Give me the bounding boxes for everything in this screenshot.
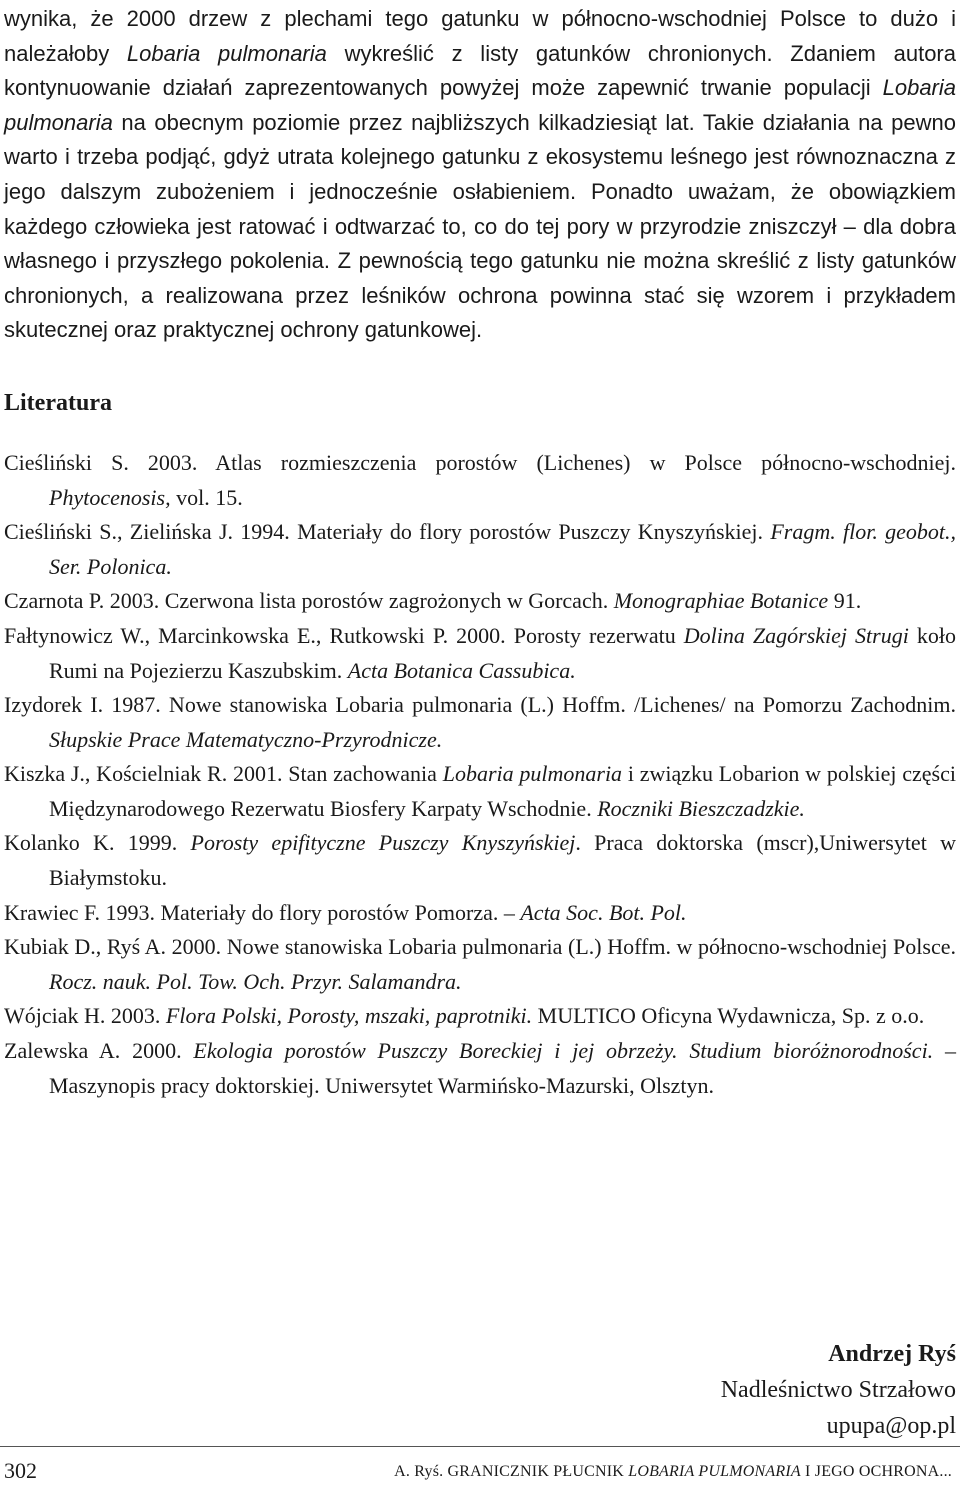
reference-list — [4, 446, 956, 1103]
italic-text: LOBARIA PULMONARIA — [628, 1463, 801, 1480]
text-run: A. Ryś. GRANICZNIK PŁUCNIK — [394, 1463, 629, 1480]
page — [4, 0, 956, 1103]
reference-item — [4, 584, 956, 619]
footer-divider — [0, 1446, 960, 1447]
italic-text: Acta Soc. Bot. Pol. — [520, 899, 687, 925]
text-run: koło Rumi na Pojezierzu Kaszubskim. — [49, 622, 956, 683]
reference-item — [4, 826, 956, 895]
reference-item — [4, 999, 956, 1034]
italic-text: Dolina Zagórskiej Strugi — [683, 622, 909, 648]
text-run: na obecnym poziomie przez najbliższych kilkadziesiąt lat. Takie działania na pewno warto i trzeba podjąć, gdyż utrata kolejnego gatunku z ekosystemu leśnego jest równoznaczna z jego dalszym zubożeniem i jednocześnie osłabieniem. Ponadto uważam, że obowiązkiem każdego człowieka jest ratować i odtwarzać to, co do tej pory w przyrodzie zniszczył – dla dobra własnego i przyszłego pokolenia. Z pewnością tego gatunku nie można skreślić z listy gatunków chronionych, a realizowana przez leśników ochrona powinna stać się wzorem i przykładem skutecznej oraz praktycznej ochrony gatunkowej. — [4, 109, 956, 343]
italic-text: Fragm. flor. geobot., Ser. Polonica. — [49, 519, 956, 579]
italic-text: Słupskie Prace Matematyczno-Przyrodnicze. — [49, 726, 443, 752]
italic-text: Roczniki Bieszczadzkie. — [597, 795, 805, 821]
text-run: Izydorek I. 1987. Nowe stanowiska Lobaria pulmonaria (L.) Hoffm. /Lichenes/ na Pomorzu Zachodnim. — [4, 692, 956, 718]
text-run: Cieśliński S. 2003. Atlas rozmieszczenia porostów (Lichenes) w Polsce północno-wschodniej. — [4, 449, 956, 475]
literature-heading: Literatura — [4, 389, 112, 416]
reference-item — [4, 515, 956, 584]
body-paragraph — [4, 0, 956, 348]
reference-item — [4, 619, 956, 688]
text-run: Kolanko K. 1999. — [4, 830, 191, 856]
author-affiliation: Nadleśnictwo Strzałowo — [720, 1377, 956, 1403]
text-run: Kubiak D., Ryś A. 2000. Nowe stanowiska Lobaria pulmonaria (L.) Hoffm. w północno-wschodniej Polsce. — [4, 934, 956, 960]
italic-text: Phytocenosis, — [49, 484, 171, 510]
author-email: upupa@op.pl — [826, 1413, 956, 1439]
reference-item — [4, 930, 956, 999]
text-run: – Maszynopis pracy doktorskiej. Uniwersytet Warmińsko-Mazurski, Olsztyn. — [49, 1038, 956, 1098]
reference-item — [4, 1034, 956, 1103]
italic-text: Monographiae Botanice — [613, 588, 829, 614]
text-run: Krawiec F. 1993. Materiały do flory porostów Pomorza. – — [4, 899, 521, 925]
text-run: vol. 15. — [170, 484, 243, 510]
text-run: I JEGO OCHRONA... — [800, 1463, 952, 1480]
italic-text: Ekologia porostów Puszczy Boreckiej i jej obrzeży. Studium bioróżnorodności. — [193, 1038, 934, 1064]
text-run: 91. — [828, 588, 862, 614]
text-run: MULTICO Oficyna Wydawnicza, Sp. z o.o. — [532, 1003, 925, 1029]
reference-item — [4, 688, 956, 757]
reference-item — [4, 446, 956, 515]
running-head — [394, 1463, 952, 1481]
text-run: Wójciak H. 2003. — [4, 1003, 166, 1029]
page-number: 302 — [4, 1458, 37, 1483]
text-run: wykreślić z listy gatunków chronionych. Zdaniem autora kontynuowanie działań zaprezentowanych powyżej może zapewnić trwanie populacji — [4, 40, 956, 101]
text-run: Cieśliński S., Zielińska J. 1994. Materiały do flory porostów Puszczy Knyszyńskiej. — [4, 519, 771, 545]
reference-item — [4, 896, 956, 931]
author-signature — [721, 1336, 956, 1444]
text-run: Fałtynowicz W., Marcinkowska E., Rutkowski P. 2000. Porosty rezerwatu — [4, 622, 684, 648]
italic-text: Lobaria pulmonaria — [442, 761, 623, 787]
text-run: Kiszka J., Kościelniak R. 2001. Stan zachowania — [4, 761, 443, 787]
text-run: Zalewska A. 2000. — [4, 1038, 194, 1064]
text-run: i związku Lobarion w polskiej części Międzynarodowego Rezerwatu Biosfery Karpaty Wschodnie. — [49, 761, 956, 821]
text-run: wynika, że 2000 drzew z plechami tego gatunku w północno-wschodniej Polsce to dużo i należałoby — [4, 6, 956, 66]
text-run: . Praca doktorska (mscr),Uniwersytet w Białymstoku. — [49, 830, 956, 891]
italic-text: Lobaria pulmonaria — [126, 40, 327, 66]
reference-item — [4, 757, 956, 826]
italic-text: Flora Polski, Porosty, mszaki, paprotniki. — [165, 1003, 533, 1029]
italic-text: Acta Botanica Cassubica. — [347, 657, 576, 683]
author-name: Andrzej Ryś — [828, 1341, 956, 1367]
italic-text: Rocz. nauk. Pol. Tow. Och. Przyr. Salamandra. — [49, 968, 462, 994]
italic-text: Lobaria pulmonaria — [4, 75, 956, 135]
text-run: Czarnota P. 2003. Czerwona lista porostów zagrożonych w Gorcach. — [4, 588, 614, 614]
italic-text: Porosty epifityczne Puszczy Knyszyńskiej — [190, 830, 576, 856]
